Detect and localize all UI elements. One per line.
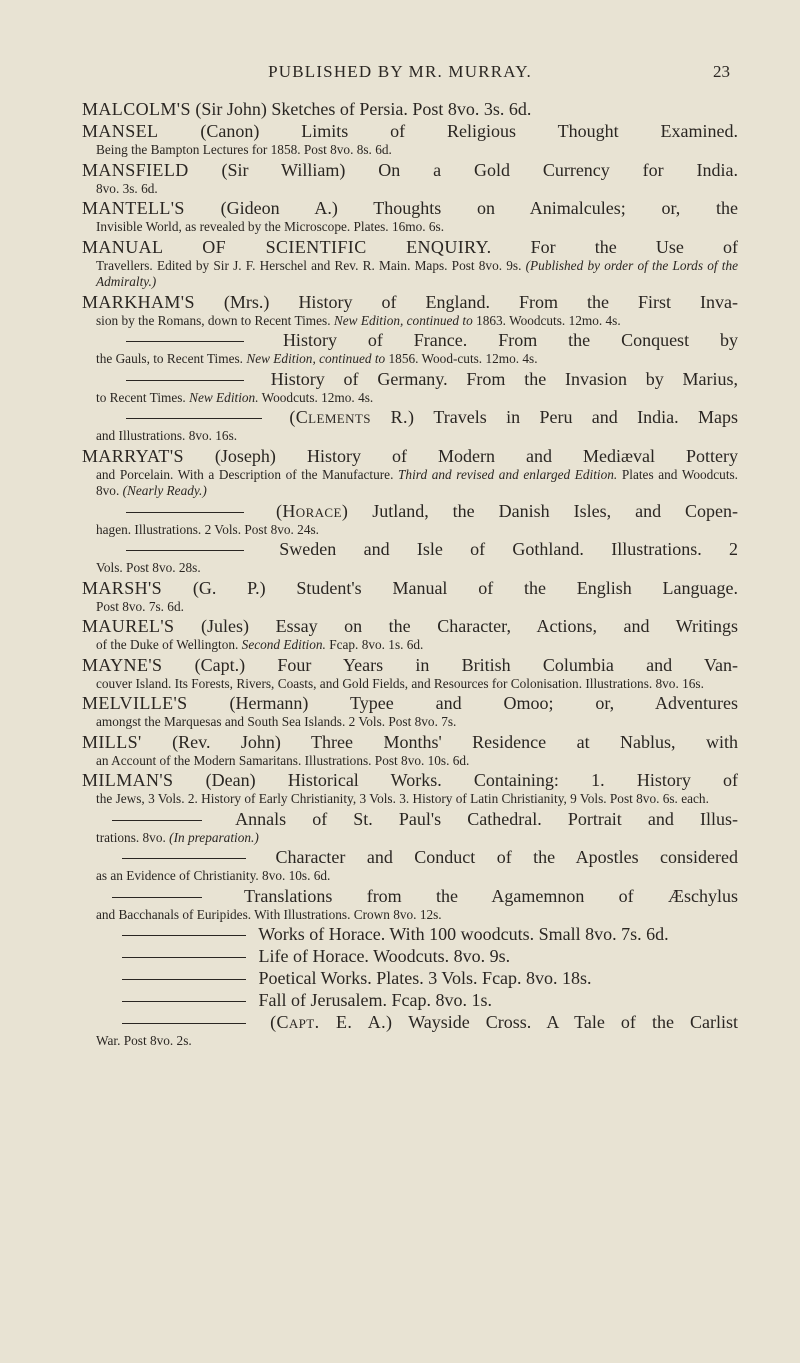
entry-details: an Account of the Modern Samaritans. Illustrations. Post 8vo. 10s. 6d.: [96, 752, 470, 768]
catalog-entry-history-of-france: [82, 329, 738, 368]
catalog-entry-manual-scientific-enquiry: [82, 236, 738, 291]
ditto-rule: [122, 1001, 246, 1002]
catalog-entry-marsh: [82, 577, 738, 616]
entry-title: Life of Horace. Woodcuts. 8vo. 9s.: [258, 946, 511, 966]
entry-author: MANSFIELD: [82, 159, 189, 180]
entry-author: MARSH'S: [82, 577, 163, 598]
entry-name: (Gideon A.): [220, 198, 338, 218]
entry-title: Jutland, the Danish Isles, and Copen-: [372, 500, 739, 521]
entry-title: Student's Manual of the English Language.: [296, 577, 738, 598]
entry-author: MANSEL: [82, 121, 159, 141]
entry-details: to Recent Times.: [96, 389, 186, 405]
ditto-rule: [126, 418, 262, 419]
entry-name: (G. P.): [192, 577, 266, 598]
entry-title: Translations from the Agamemnon of Æschylus: [244, 885, 738, 906]
entry-title: Limits of Religious Thought Examined.: [301, 121, 739, 141]
catalog-entry-markham-clements: [82, 406, 738, 445]
entry-format: Plates and Woodcuts. 8vo.: [96, 466, 739, 498]
entry-edition: Third and revised and enlarged Edition.: [398, 466, 618, 482]
entry-author: MILMAN'S: [82, 770, 174, 790]
entry-title: Thoughts on Animalcules; or, the: [373, 198, 739, 218]
entry-title: For the Use of: [530, 236, 739, 257]
entry-title: Character and Conduct of the Apostles considered: [275, 847, 739, 867]
catalog-entry-milman-capt: [82, 1011, 738, 1050]
entry-author: MARRYAT'S: [82, 445, 184, 466]
entry-author: MAYNE'S: [82, 654, 163, 675]
entry-title: Wayside Cross. A Tale of the Carlist: [408, 1012, 738, 1032]
entry-name: (Capt. E. A.): [270, 1012, 393, 1032]
entry-edition: Second Edition.: [241, 637, 326, 652]
entry-format: 1856. Wood-cuts. 12mo. 4s.: [388, 351, 538, 366]
entry-title: Annals of St. Paul's Cathedral. Portrait and Illus-: [235, 808, 738, 829]
entry-author: MANUAL OF SCIENTIFIC ENQUIRY.: [82, 236, 492, 257]
ditto-rule: [122, 957, 246, 958]
entry-name: (Sir John): [195, 99, 267, 119]
entry-author: MILLS': [82, 731, 142, 752]
catalog-entry-history-of-germany: [82, 368, 738, 407]
entry-details: Post 8vo. 7s. 6d.: [96, 598, 184, 614]
entry-title: History of Modern and Mediæval Pottery: [306, 445, 739, 466]
ditto-rule: [126, 380, 244, 381]
entry-details: sion by the Romans, down to Recent Times.: [96, 312, 331, 328]
entry-author: MAUREL'S: [82, 616, 175, 636]
entry-name: (Sir William): [221, 159, 346, 180]
entry-title: Four Years in British Columbia and Van-: [277, 654, 739, 675]
catalog-entry-mansel: [82, 120, 738, 159]
catalog-entry-works-of-horace: [82, 923, 738, 945]
entry-details: and Bacchanals of Euripides. With Illustrations. Crown 8vo. 12s.: [96, 906, 442, 922]
entry-details: War. Post 8vo. 2s.: [96, 1033, 192, 1048]
ditto-rule: [112, 820, 202, 821]
catalog-entry-marryat-horace: [82, 500, 738, 539]
entry-name: (Canon): [200, 121, 260, 141]
catalog-entry-markham: [82, 291, 738, 330]
catalog-entry-maurel: [82, 615, 738, 654]
page-number: 23: [713, 62, 730, 81]
catalog-entry-mansfield: [82, 159, 738, 198]
entry-name: (Horace): [275, 500, 349, 521]
entry-note: (Published by order of the Lords of the Admiralty.): [96, 257, 738, 289]
entry-details: Travellers. Edited by Sir J. F. Herschel and Rev. R. Main. Maps. Post 8vo. 9s.: [96, 257, 522, 273]
catalog-list: [82, 98, 738, 1050]
entry-edition: New Edition.: [189, 389, 259, 405]
entry-title: Sketches of Persia. Post 8vo. 3s. 6d.: [271, 99, 532, 119]
catalog-entry-mayne: [82, 654, 738, 693]
entry-details: and Porcelain. With a Description of the Manufacture.: [96, 466, 394, 482]
entry-details: the Jews, 3 Vols. 2. History of Early Christianity, 3 Vols. 3. History of Latin Christianity, 9 Vols. Post 8vo. 6s. each.: [96, 791, 709, 806]
entry-details: Being the Bampton Lectures for 1858. Post 8vo. 8s. 6d.: [96, 142, 392, 157]
entry-name: (Clements R.): [289, 407, 415, 427]
entry-name: (Rev. John): [172, 731, 281, 752]
entry-edition: New Edition, continued to: [333, 312, 473, 328]
entry-title: History of England. From the First Inva-: [298, 291, 739, 312]
ditto-rule: [122, 935, 246, 936]
ditto-rule: [122, 979, 246, 980]
entry-author: MANTELL'S: [82, 198, 185, 218]
ditto-rule: [126, 512, 244, 513]
entry-details: trations. 8vo.: [96, 829, 166, 845]
entry-author: MELVILLE'S: [82, 693, 188, 713]
entry-note: (In preparation.): [169, 829, 259, 845]
entry-author: MALCOLM'S: [82, 99, 191, 119]
entry-title: History of Germany. From the Invasion by Marius,: [270, 368, 738, 389]
entry-note: (Nearly Ready.): [122, 483, 207, 498]
entry-format: 1863. Woodcuts. 12mo. 4s.: [476, 312, 621, 328]
catalog-entry-marryat: [82, 445, 738, 500]
entry-details: amongst the Marquesas and South Sea Islands. 2 Vols. Post 8vo. 7s.: [96, 714, 457, 729]
ditto-rule: [112, 897, 202, 898]
entry-name: (Capt.): [194, 654, 246, 675]
catalog-entry-fall-of-jerusalem: [82, 989, 738, 1011]
catalog-entry-mills: [82, 731, 738, 770]
entry-title: Three Months' Residence at Nablus, with: [311, 731, 738, 752]
entry-title: Fall of Jerusalem. Fcap. 8vo. 1s.: [258, 990, 492, 1010]
running-header: [0, 62, 800, 86]
entry-name: (Jules): [201, 616, 250, 636]
entry-name: (Joseph): [214, 445, 276, 466]
entry-details: Invisible World, as revealed by the Microscope. Plates. 16mo. 6s.: [96, 219, 445, 234]
entry-edition: New Edition, continued to: [246, 351, 386, 366]
header-title: PUBLISHED BY MR. MURRAY.: [268, 62, 532, 81]
ditto-rule: [122, 1023, 246, 1024]
entry-details: Vols. Post 8vo. 28s.: [96, 560, 201, 575]
catalog-entry-melville: [82, 692, 738, 731]
catalog-entry-mantell: [82, 197, 738, 236]
catalog-entry-translations: [82, 885, 738, 924]
entry-format: Fcap. 8vo. 1s. 6d.: [329, 637, 424, 652]
catalog-entry-sweden: [82, 538, 738, 577]
entry-title: Travels in Peru and India. Maps: [433, 407, 738, 427]
entry-title: Historical Works. Containing: 1. History of: [287, 770, 739, 790]
catalog-entry-annals-st-pauls: [82, 808, 738, 847]
entry-author: MARKHAM'S: [82, 291, 195, 312]
ditto-rule: [122, 858, 246, 859]
catalog-entry-life-of-horace: [82, 945, 738, 967]
entry-name: (Mrs.): [223, 291, 270, 312]
entry-title: Poetical Works. Plates. 3 Vols. Fcap. 8vo. 18s.: [258, 968, 592, 988]
entry-format: Woodcuts. 12mo. 4s.: [261, 389, 374, 405]
entry-title: Sweden and Isle of Gothland. Illustrations. 2: [279, 539, 738, 559]
ditto-rule: [126, 341, 244, 342]
entry-details: couver Island. Its Forests, Rivers, Coasts, and Gold Fields, and Resources for Colonisation. Illustrations. 8vo. 16s.: [96, 675, 704, 691]
entry-details: and Illustrations. 8vo. 16s.: [96, 428, 238, 443]
entry-details: the Gauls, to Recent Times.: [96, 351, 243, 366]
entry-name: (Hermann): [229, 693, 309, 713]
entry-details: as an Evidence of Christianity. 8vo. 10s. 6d.: [96, 868, 331, 883]
entry-title: History of France. From the Conquest by: [282, 330, 738, 350]
entry-title: Essay on the Character, Actions, and Writings: [275, 616, 739, 636]
entry-title: Works of Horace. With 100 woodcuts. Small 8vo. 7s. 6d.: [258, 924, 669, 944]
entry-title: Typee and Omoo; or, Adventures: [350, 693, 738, 713]
entry-details: 8vo. 3s. 6d.: [96, 180, 158, 196]
catalog-entry-malcolm: [82, 98, 738, 120]
entry-details: of the Duke of Wellington.: [96, 637, 239, 652]
catalog-entry-poetical-works: [82, 967, 738, 989]
entry-title: On a Gold Currency for India.: [378, 159, 739, 180]
catalog-entry-character-apostles: [82, 846, 738, 885]
catalog-entry-milman: [82, 769, 738, 808]
entry-details: hagen. Illustrations. 2 Vols. Post 8vo. 24s.: [96, 521, 319, 537]
entry-name: (Dean): [205, 770, 256, 790]
ditto-rule: [126, 550, 244, 551]
